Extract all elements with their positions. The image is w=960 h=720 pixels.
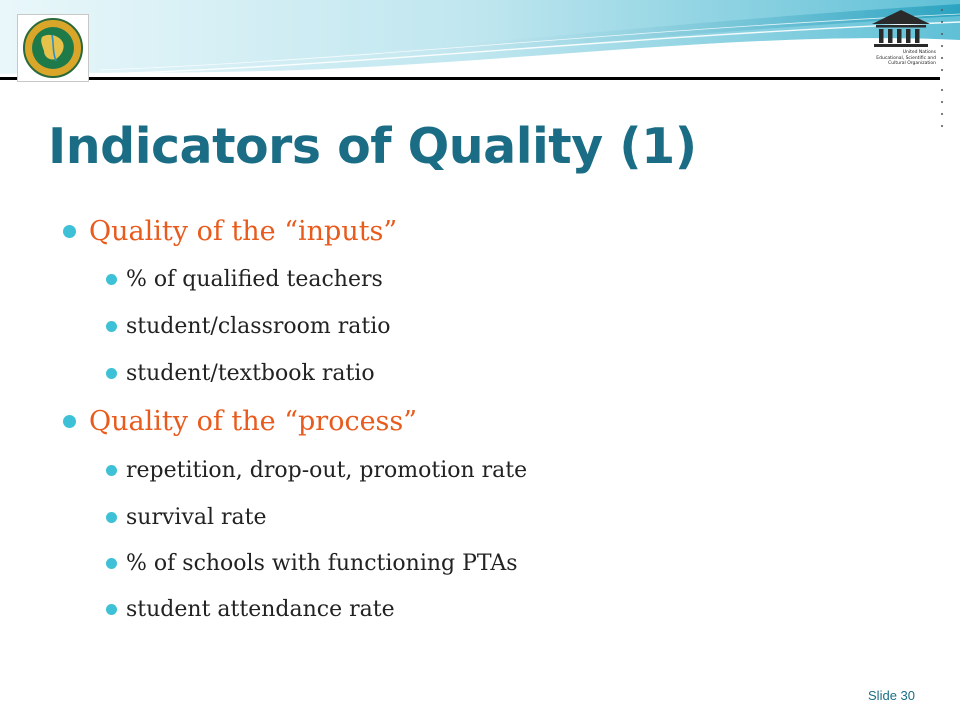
section-inputs <box>63 216 397 247</box>
list-item <box>106 505 267 530</box>
list-item-text: repetition, drop-out, promotion rate <box>126 458 528 483</box>
bullet-icon <box>63 415 76 428</box>
list-item <box>106 361 375 386</box>
unesco-org-text: United Nations Educational, Scientific and Cultural Organization <box>876 50 936 66</box>
list-item-text: student attendance rate <box>126 597 395 622</box>
slide-number: Slide 30 <box>868 688 915 703</box>
bullet-icon <box>63 225 76 238</box>
list-item <box>106 314 391 339</box>
bullet-icon <box>106 604 117 615</box>
section-label: Quality of the “process” <box>89 406 418 437</box>
list-item-text: survival rate <box>126 505 267 530</box>
bullet-icon <box>106 465 117 476</box>
list-item <box>106 551 518 576</box>
bullet-icon <box>106 558 117 569</box>
bullet-icon <box>106 368 117 379</box>
bullet-icon <box>106 274 117 285</box>
bullet-icon <box>106 321 117 332</box>
list-item <box>106 458 527 483</box>
list-item-text: % of schools with functioning PTAs <box>126 551 518 576</box>
section-label: Quality of the “inputs” <box>89 216 398 247</box>
list-item-text: % of qualified teachers <box>126 267 383 292</box>
bullet-icon <box>106 512 117 523</box>
list-item <box>106 267 383 292</box>
slide-title: Indicators of Quality (1) <box>48 118 697 175</box>
list-item-text: student/classroom ratio <box>126 314 391 339</box>
list-item <box>106 597 395 622</box>
list-item-text: student/textbook ratio <box>126 361 375 386</box>
section-process <box>63 406 417 437</box>
